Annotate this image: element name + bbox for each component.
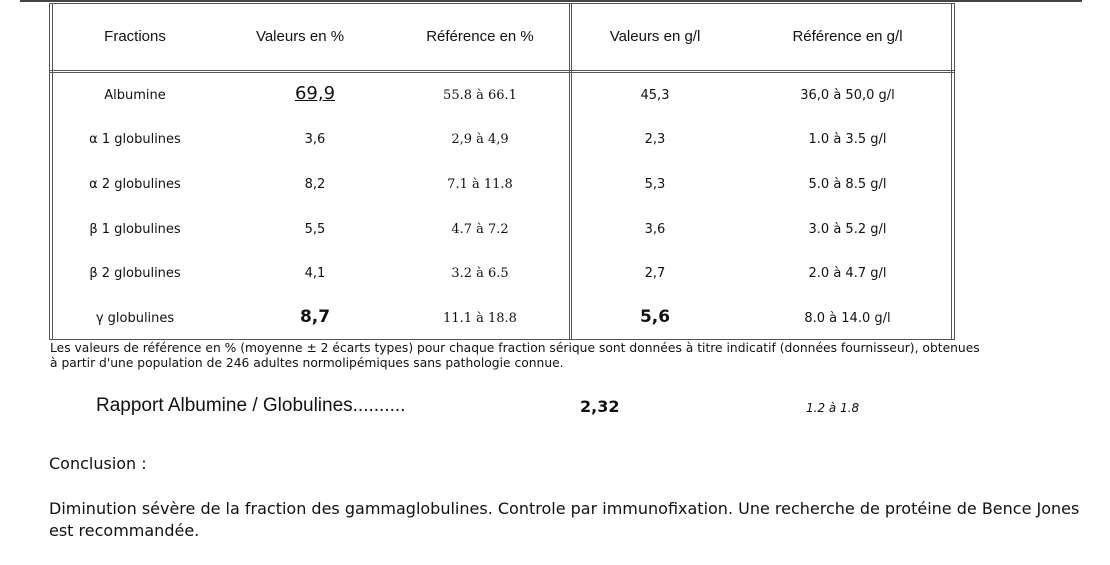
row-albumine-pct: 69,9	[294, 83, 336, 104]
header-reference-pct: Référence en %	[426, 28, 534, 45]
row-albumine-ref-pct: 55.8 à 66.1	[443, 88, 517, 103]
ratio-value: 2,32	[580, 397, 620, 416]
row-beta2-ref-gl: 2.0 à 4.7 g/l	[808, 266, 887, 281]
row-beta1-fraction: β 1 globulines	[89, 222, 181, 237]
row-alpha2-pct: 8,2	[304, 177, 326, 192]
row-beta1-ref-gl: 3.0 à 5.2 g/l	[808, 222, 887, 237]
row-beta2-ref-pct: 3.2 à 6.5	[451, 266, 509, 281]
row-gamma-fraction: γ globulines	[95, 311, 175, 326]
top-rule	[20, 0, 1082, 2]
electrophoresis-table	[49, 3, 955, 340]
row-beta2-gl: 2,7	[644, 266, 666, 281]
row-gamma-ref-pct: 11.1 à 18.8	[443, 311, 517, 326]
row-alpha1-fraction: α 1 globulines	[89, 132, 181, 147]
ratio-label: Rapport Albumine / Globulines..........	[96, 395, 406, 416]
row-albumine-ref-gl: 36,0 à 50,0 g/l	[800, 88, 895, 103]
row-beta1-pct: 5,5	[304, 222, 326, 237]
row-alpha2-fraction: α 2 globulines	[89, 177, 181, 192]
row-alpha1-ref-pct: 2,9 à 4,9	[451, 132, 509, 147]
row-albumine-gl: 45,3	[640, 88, 670, 103]
header-reference-gl: Référence en g/l	[792, 28, 903, 45]
row-alpha1-gl: 2,3	[644, 132, 666, 147]
header-valeurs-gl: Valeurs en g/l	[609, 28, 701, 45]
conclusion-title: Conclusion :	[49, 454, 147, 473]
row-alpha1-ref-gl: 1.0 à 3.5 g/l	[808, 132, 887, 147]
row-gamma-ref-gl: 8.0 à 14.0 g/l	[804, 311, 891, 326]
row-alpha2-ref-gl: 5.0 à 8.5 g/l	[808, 177, 887, 192]
row-beta1-gl: 3,6	[644, 222, 666, 237]
row-beta2-fraction: β 2 globulines	[89, 266, 181, 281]
row-gamma-pct: 8,7	[299, 307, 331, 327]
row-beta1-ref-pct: 4.7 à 7.2	[451, 222, 509, 237]
header-valeurs-pct: Valeurs en %	[255, 28, 345, 45]
column-divider	[569, 4, 572, 339]
row-alpha2-ref-pct: 7.1 à 11.8	[447, 177, 513, 192]
conclusion-text: Diminution sévère de la fraction des gammaglobulines. Controle par immunofixation. Une recherche de protéine de Bence Jones est recommandée.	[49, 499, 1080, 540]
row-beta2-pct: 4,1	[304, 266, 326, 281]
row-alpha2-gl: 5,3	[644, 177, 666, 192]
row-gamma-gl: 5,6	[639, 307, 671, 327]
ratio-reference: 1.2 à 1.8	[806, 401, 860, 415]
row-albumine-fraction: Albumine	[104, 88, 166, 103]
header-fractions: Fractions	[104, 28, 166, 45]
header-divider	[50, 70, 954, 73]
row-alpha1-pct: 3,6	[304, 132, 326, 147]
reference-footnote: Les valeurs de référence en % (moyenne ± 2 écarts types) pour chaque fraction sérique sont données à titre indicatif (données fournisseur), obtenues à partir d'une population de 246 adultes normolipémiques sans pathologie connue.	[50, 341, 980, 370]
